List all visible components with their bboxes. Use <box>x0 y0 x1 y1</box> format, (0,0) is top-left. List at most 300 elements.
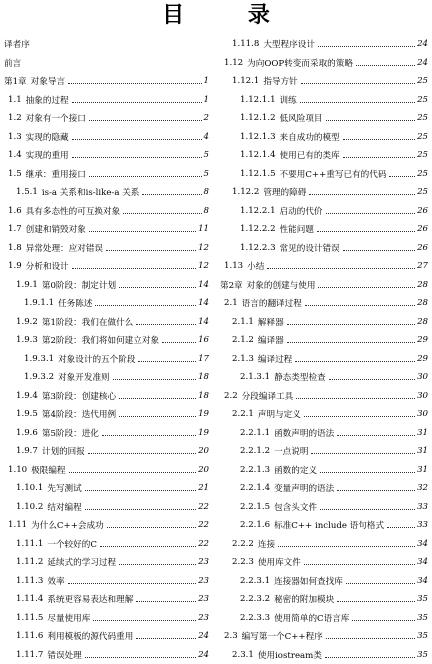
leader-dots <box>89 171 202 177</box>
toc-entry-page: 18 <box>198 372 209 382</box>
toc-entry <box>4 646 209 664</box>
toc-entry-title: 译者序 <box>4 38 30 50</box>
leader-dots <box>346 578 415 584</box>
toc-entry <box>220 128 428 147</box>
leader-dots <box>142 189 201 195</box>
toc-entry-title: 先写测试 <box>47 482 81 494</box>
toc-entry-number: 1.12.1.4 <box>240 150 276 160</box>
toc-entry <box>4 331 209 350</box>
toc-entry-page: 28 <box>417 317 428 327</box>
toc-entry <box>220 331 428 350</box>
toc-entry-page: 22 <box>198 520 209 530</box>
toc-entry-title: 编写第一个C++程序 <box>242 630 323 642</box>
toc-entry-title: 变量声明的语法 <box>274 482 334 494</box>
toc-entry-page: 24 <box>417 39 428 49</box>
toc-entry <box>220 498 428 517</box>
toc-entry-title: 标准C++ include 语句格式 <box>274 519 384 531</box>
toc-entry-page: 25 <box>417 150 428 160</box>
toc-entry <box>4 424 209 443</box>
toc-entry-number: 2.2.1.3 <box>240 465 270 475</box>
leader-dots <box>309 189 415 195</box>
toc-entry-page: 31 <box>417 428 428 438</box>
toc-entry <box>220 294 428 313</box>
leader-dots <box>88 448 196 454</box>
toc-column-left <box>4 35 209 664</box>
toc-entry-number: 1.1 <box>8 95 22 105</box>
toc-entry-page: 34 <box>417 576 428 586</box>
leader-dots <box>72 97 202 103</box>
toc-entry-page: 25 <box>417 169 428 179</box>
toc-entry-title: 前言 <box>4 57 21 69</box>
leader-dots <box>337 596 415 602</box>
leader-dots <box>119 559 196 565</box>
leader-dots <box>119 282 196 288</box>
toc-entry-number: 2.2.1.4 <box>240 483 270 493</box>
toc-entry-title: 延续式的学习过程 <box>47 556 116 568</box>
toc-entry <box>4 128 209 147</box>
toc-entry <box>220 257 428 276</box>
leader-dots <box>95 300 196 306</box>
toc-entry-title: 使用已有的类库 <box>280 149 340 161</box>
leader-dots <box>278 541 415 547</box>
toc-entry <box>220 146 428 165</box>
leader-dots <box>305 300 415 306</box>
toc-entry-title: 来自成功的模型 <box>280 131 340 143</box>
toc-entry-title: 使用库文件 <box>258 556 301 568</box>
toc-entry-page: 30 <box>417 372 428 382</box>
toc-entry-title: 连接 <box>258 538 275 550</box>
toc-entry-title: is-a 关系和is-like-a 关系 <box>42 186 140 198</box>
toc-entry-page: 35 <box>417 613 428 623</box>
toc-entry-page: 35 <box>417 594 428 604</box>
toc-entry-page: 28 <box>417 280 428 290</box>
toc-entry-page: 14 <box>198 317 209 327</box>
toc-entry-number: 1.9.3.1 <box>24 354 54 364</box>
toc-entry-page: 20 <box>198 446 209 456</box>
toc-entry-number: 1.9 <box>8 261 22 271</box>
leader-dots <box>337 485 415 491</box>
toc-entry <box>4 461 209 480</box>
toc-entry-page: 18 <box>198 391 209 401</box>
leader-dots <box>343 152 415 158</box>
toc-entry <box>4 109 209 128</box>
toc-entry-page: 14 <box>198 298 209 308</box>
toc-entry <box>220 590 428 609</box>
toc-entry <box>4 572 209 591</box>
leader-dots <box>311 448 415 454</box>
toc-entry-page: 25 <box>417 76 428 86</box>
toc-entry-number: 1.12.1.5 <box>240 169 276 179</box>
toc-entry-title: 对象设计的五个阶段 <box>58 353 135 365</box>
toc-entry-number: 2.2.1 <box>232 409 254 419</box>
leader-dots <box>123 208 201 214</box>
toc-entry <box>220 183 428 202</box>
leader-dots <box>107 522 196 528</box>
leader-dots <box>85 652 196 658</box>
toc-entry-title: 声明与定义 <box>258 408 301 420</box>
toc-entry-number: 1.11.6 <box>16 631 43 641</box>
toc-entry-title: 解释器 <box>258 316 284 328</box>
leader-dots <box>69 467 197 473</box>
leader-dots <box>326 115 416 121</box>
toc-entry-title: 使用iostream类 <box>258 649 322 661</box>
toc-entry-number: 1.11.2 <box>16 557 43 567</box>
toc-entry-number: 1.9.6 <box>16 428 38 438</box>
toc-entry <box>4 627 209 646</box>
toc-entry-number: 1.9.2 <box>16 317 38 327</box>
leader-dots <box>326 633 415 639</box>
leader-dots <box>100 541 196 547</box>
toc-entry-page: 19 <box>198 409 209 419</box>
leader-dots <box>85 504 196 510</box>
toc-entry <box>4 479 209 498</box>
page-title: 目 录 <box>0 4 432 28</box>
toc-entry <box>4 202 209 221</box>
toc-entry-page: 27 <box>417 261 428 271</box>
toc-entry-page: 29 <box>417 354 428 364</box>
leader-dots <box>304 411 415 417</box>
leader-dots <box>287 337 415 343</box>
toc-entry <box>220 276 428 295</box>
toc-entry-number: 1.10.2 <box>16 502 43 512</box>
leader-dots <box>387 522 415 528</box>
toc-entry <box>4 91 209 110</box>
toc-entry-page: 29 <box>417 335 428 345</box>
toc-entry-page: 16 <box>198 335 209 345</box>
toc-entry-title: 包含头文件 <box>274 501 317 513</box>
leader-dots <box>72 134 202 140</box>
toc-entry-page: 14 <box>198 280 209 290</box>
toc-entry-page: 33 <box>417 502 428 512</box>
toc-entry-title: 对象有一个接口 <box>26 112 86 124</box>
toc-entry-title: 函数的定义 <box>274 464 317 476</box>
toc-entry-page: 30 <box>417 409 428 419</box>
toc-entry <box>220 368 428 387</box>
toc-entry-number: 第2章 <box>220 279 243 291</box>
toc-entry-page: 11 <box>198 224 209 234</box>
toc-entry-number: 1.12 <box>224 58 243 68</box>
toc-entry <box>220 72 428 91</box>
toc-entry <box>4 387 209 406</box>
toc-entry-title: 分析和设计 <box>26 260 69 272</box>
toc-entry-number: 2.3 <box>224 631 238 641</box>
leader-dots <box>102 430 196 436</box>
toc-entry-number: 1.12.2.2 <box>240 224 276 234</box>
toc-entry-page: 12 <box>198 243 209 253</box>
toc-entry-page: 19 <box>198 428 209 438</box>
toc-entry-page: 35 <box>417 631 428 641</box>
toc-entry-number: 2.2.3.3 <box>240 613 270 623</box>
toc-entry-number: 1.5 <box>8 169 22 179</box>
toc-entry-number: 1.13 <box>224 261 243 271</box>
toc-entry-title: 计划的回报 <box>42 445 85 457</box>
leader-dots <box>343 245 415 251</box>
toc-entry-title: 编译过程 <box>258 353 292 365</box>
leader-dots <box>320 504 415 510</box>
toc-entry-title: 结对编程 <box>47 501 81 513</box>
toc-entry-title: 分段编译工具 <box>242 390 294 402</box>
toc-entry-number: 1.12.2.3 <box>240 243 276 253</box>
toc-entry-number: 2.2.3 <box>232 557 254 567</box>
toc-entry <box>220 516 428 535</box>
toc-entry-page: 23 <box>198 613 209 623</box>
toc-entry-number: 1.12.1.2 <box>240 113 276 123</box>
toc-entry-title: 创建和销毁对象 <box>26 223 86 235</box>
toc-entry-title: 效率 <box>47 575 64 587</box>
toc-entry-number: 1.5.1 <box>16 187 38 197</box>
toc-entry-title: 对象开发准则 <box>58 371 110 383</box>
toc-entry <box>220 239 428 258</box>
toc-entry <box>4 35 209 54</box>
toc-entry-title: 性能问题 <box>280 223 314 235</box>
toc-entry <box>4 183 209 202</box>
leader-dots <box>119 393 196 399</box>
toc-entry-number: 2.2.1.2 <box>240 446 270 456</box>
toc-entry-page: 26 <box>417 224 428 234</box>
toc-entry <box>4 294 209 313</box>
toc-entry <box>220 609 428 628</box>
toc-entry <box>4 350 209 369</box>
toc-entry <box>4 54 209 73</box>
toc-entry-title: 指导方针 <box>263 75 297 87</box>
toc-entry-page: 22 <box>198 502 209 512</box>
leader-dots <box>162 337 196 343</box>
toc-entry-number: 2.2.1.1 <box>240 428 270 438</box>
toc-entry-number: 第1章 <box>4 75 27 87</box>
toc-entry-number: 1.11.7 <box>16 650 43 660</box>
toc-entry <box>4 553 209 572</box>
toc-entry <box>220 461 428 480</box>
leader-dots <box>326 208 416 214</box>
toc-entry-number: 2.1.3 <box>232 354 254 364</box>
leader-dots <box>343 134 415 140</box>
toc-entry-number: 1.9.1 <box>16 280 38 290</box>
toc-entry-page: 32 <box>417 483 428 493</box>
toc-entry-title: 秘密的附加模块 <box>274 593 334 605</box>
leader-dots <box>318 282 415 288</box>
toc-entry-title: 对象导言 <box>31 75 65 87</box>
leader-dots <box>68 578 197 584</box>
toc-entry-number: 1.12.1 <box>232 76 259 86</box>
toc-entry-title: 异常处理：应对错误 <box>26 242 103 254</box>
toc-entry <box>4 276 209 295</box>
toc-entry-page: 34 <box>417 539 428 549</box>
toc-column-right <box>220 35 428 664</box>
leader-dots <box>352 615 415 621</box>
toc-entry <box>4 257 209 276</box>
toc-entry-number: 1.12.2 <box>232 187 259 197</box>
toc-entry <box>4 590 209 609</box>
toc-entry <box>4 405 209 424</box>
toc-entry-number: 1.9.4 <box>16 391 38 401</box>
toc-entry <box>220 35 428 54</box>
toc-entry-title: 对象的创建与使用 <box>247 279 316 291</box>
toc-entry-page: 25 <box>417 113 428 123</box>
toc-entry-page: 8 <box>204 187 209 197</box>
toc-entry-title: 具有多态性的可互换对象 <box>26 205 121 217</box>
toc-entry-page: 2 <box>204 113 209 123</box>
toc-entry-title: 系统更容易表达和理解 <box>47 593 133 605</box>
toc-entry-number: 1.11.3 <box>16 576 43 586</box>
leader-dots <box>325 652 415 658</box>
leader-dots <box>329 374 415 380</box>
toc-entry-page: 30 <box>417 391 428 401</box>
toc-entry-number: 2.1.1 <box>232 317 254 327</box>
toc-entry-number: 1.6 <box>8 206 22 216</box>
toc-entry <box>220 405 428 424</box>
toc-entry-page: 24 <box>198 650 209 660</box>
toc-entry-page: 25 <box>417 95 428 105</box>
leader-dots <box>317 226 415 232</box>
leader-dots <box>301 78 415 84</box>
toc-entry-page: 22 <box>198 539 209 549</box>
toc-entry <box>4 239 209 258</box>
toc-entry-page: 23 <box>198 576 209 586</box>
toc-entry-page: 31 <box>417 465 428 475</box>
leader-dots <box>93 615 196 621</box>
toc-entry-number: 1.10.1 <box>16 483 43 493</box>
leader-dots <box>89 226 196 232</box>
toc-entry-number: 1.11.1 <box>16 539 43 549</box>
leader-dots <box>318 41 415 47</box>
toc-entry-title: 实现的隐藏 <box>26 131 69 143</box>
toc-entry-title: 极限编程 <box>31 464 65 476</box>
toc-entry <box>220 109 428 128</box>
toc-entry-number: 1.9.1.1 <box>24 298 54 308</box>
toc-entry-page: 34 <box>417 557 428 567</box>
toc-entry <box>4 498 209 517</box>
toc-entry <box>4 368 209 387</box>
leader-dots <box>356 60 415 66</box>
toc-entry-title: 函数声明的语法 <box>274 427 334 439</box>
toc-entry-title: 第0阶段：制定计划 <box>42 279 116 291</box>
leader-dots <box>113 374 196 380</box>
toc-entry <box>220 91 428 110</box>
toc-entry-number: 1.11.4 <box>16 594 43 604</box>
toc-entry-number: 2.1.2 <box>232 335 254 345</box>
toc-entry <box>4 609 209 628</box>
toc-entry <box>220 313 428 332</box>
toc-entry-number: 1.9.3.2 <box>24 372 54 382</box>
toc-entry <box>220 387 428 406</box>
toc-entry-number: 1.11.5 <box>16 613 43 623</box>
toc-entry-number: 1.8 <box>8 243 22 253</box>
toc-entry-title: 第5阶段：进化 <box>42 427 99 439</box>
toc-entry-number: 2.2.3.1 <box>240 576 270 586</box>
toc-entry-number: 1.7 <box>8 224 22 234</box>
toc-entry <box>4 165 209 184</box>
leader-dots <box>320 467 415 473</box>
toc-entry-title: 低风险项目 <box>280 112 323 124</box>
toc-entry <box>4 146 209 165</box>
toc-entry-title: 第3阶段：创建核心 <box>42 390 116 402</box>
toc-entry-title: 利用模板的源代码重用 <box>47 630 133 642</box>
leader-dots <box>138 356 196 362</box>
leader-dots <box>337 430 415 436</box>
toc-entry-page: 8 <box>204 206 209 216</box>
toc-entry-number: 2.1 <box>224 298 238 308</box>
toc-entry <box>220 442 428 461</box>
toc-entry <box>220 202 428 221</box>
toc-entry-number: 2.2.2 <box>232 539 254 549</box>
toc-entry-number: 1.12.1.1 <box>240 95 276 105</box>
toc-entry-title: 编译器 <box>258 334 284 346</box>
toc-entry-title: 训练 <box>280 94 297 106</box>
leader-dots <box>72 152 202 158</box>
leader-dots <box>106 245 196 251</box>
toc-entry-page: 17 <box>198 354 209 364</box>
toc-entry-title: 为向OOP转变而采取的策略 <box>247 57 353 69</box>
toc-entry-title: 语言的翻译过程 <box>242 297 302 309</box>
toc-entry <box>220 535 428 554</box>
toc-entry-title: 一点说明 <box>274 445 308 457</box>
toc-entry-number: 1.9.3 <box>16 335 38 345</box>
toc-entry <box>4 535 209 554</box>
toc-entry <box>4 516 209 535</box>
toc-entry-page: 23 <box>198 557 209 567</box>
toc-entry-page: 25 <box>417 187 428 197</box>
toc-entry-title: 为什么C++会成功 <box>31 519 104 531</box>
toc-entry-number: 1.12.2.1 <box>240 206 276 216</box>
toc-entry <box>220 424 428 443</box>
toc-entry <box>4 442 209 461</box>
toc-entry-page: 5 <box>204 150 209 160</box>
toc-entry-page: 25 <box>417 132 428 142</box>
toc-entry <box>4 220 209 239</box>
toc-entry-title: 管理的障碍 <box>263 186 306 198</box>
toc-entry-title: 实现的重用 <box>26 149 69 161</box>
toc-entry-page: 28 <box>417 298 428 308</box>
toc-entry-title: 小结 <box>247 260 264 272</box>
toc-entry <box>4 313 209 332</box>
toc-entry-title: 第1阶段：我们在做什么 <box>42 316 133 328</box>
toc-entry-number: 1.11 <box>8 520 27 530</box>
leader-dots <box>72 263 196 269</box>
toc-entry-number: 1.3 <box>8 132 22 142</box>
toc-entry <box>220 165 428 184</box>
toc-entry-title: 使用简单的C语言库 <box>274 612 349 624</box>
toc-entry-title: 常见的设计错误 <box>280 242 340 254</box>
leader-dots <box>136 633 196 639</box>
toc-entry <box>220 350 428 369</box>
toc-entry-title: 错误处理 <box>47 649 81 661</box>
leader-dots <box>85 485 196 491</box>
toc-entry <box>220 572 428 591</box>
toc-entry-page: 33 <box>417 520 428 530</box>
toc-entry-page: 4 <box>204 132 209 142</box>
leader-dots <box>136 319 196 325</box>
toc-entry-number: 1.9.7 <box>16 446 38 456</box>
toc-entry-page: 31 <box>417 446 428 456</box>
toc-entry-page: 20 <box>198 465 209 475</box>
toc-entry-number: 1.10 <box>8 465 27 475</box>
toc-entry-title: 尽量使用库 <box>47 612 90 624</box>
toc-entry <box>220 627 428 646</box>
leader-dots <box>304 559 415 565</box>
leader-dots <box>389 171 415 177</box>
toc-entry-title: 继承：重用接口 <box>26 168 86 180</box>
leader-dots <box>119 411 196 417</box>
toc-entry-page: 35 <box>417 650 428 660</box>
toc-entry-page: 12 <box>198 261 209 271</box>
toc-entry-page: 26 <box>417 243 428 253</box>
toc-entry-title: 大型程序设计 <box>263 38 315 50</box>
toc-entry-page: 1 <box>204 95 209 105</box>
leader-dots <box>89 115 202 121</box>
toc-entry-title: 第2阶段：我们将如何建立对象 <box>42 334 159 346</box>
toc-entry-page: 23 <box>198 594 209 604</box>
toc-entry-number: 2.2 <box>224 391 238 401</box>
